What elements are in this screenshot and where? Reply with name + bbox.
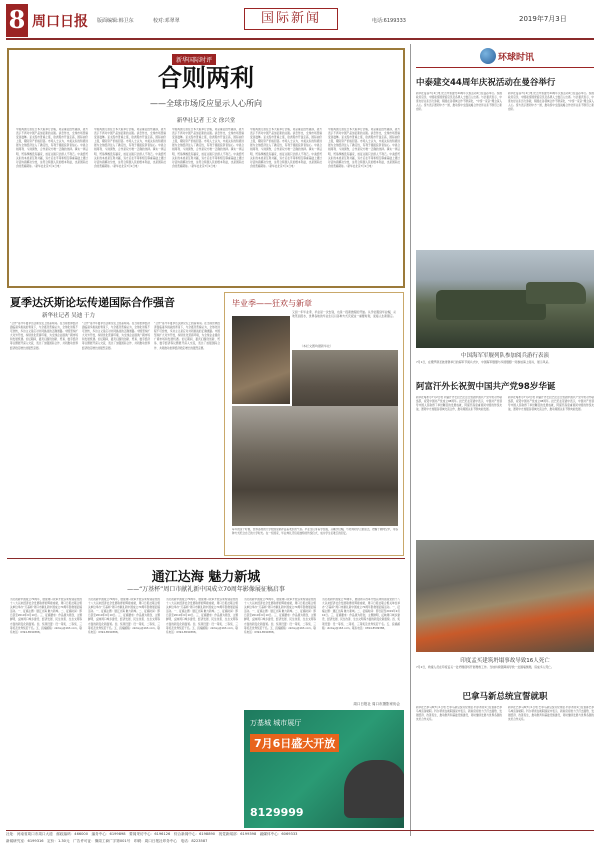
ad-title: 万基城 城市展厅 — [250, 719, 302, 727]
sidebar-s3-body-col2: 新华社巴拿马城7月1日电 巴拿马新总统劳伦蒂诺·科尔蒂索1日在首都巴拿马城宣誓就职。科尔蒂索在就职演说中表示，新政府将致力于打击腐败、发展经济、改善民生，推动教育和基础设施建设，同时继续发展与世界各国的友好合作关系。 — [508, 706, 594, 722]
tonghai-body-col5: 为庆祝新中国成立70周年，展现周口改革开放以来特别是党的十八大以来经济社会发展取得的辉煌成就，周口日报社联合相关单位举办“万基杯”周口市献礼新中国成立70周年影像展征稿活动。一、征稿主题：通江达海 魅力新城。二、征稿时间：即日起至2019年9月10日。三、征稿要求：作品须为原创，主题鲜明，反映周口城乡建设、经济发展、民生改善、生态文明等方面的新变化新面貌。四、奖项设置：设一等奖、二等奖、三等奖及优秀奖若干名。五、投稿邮箱：zkrbsy@163.com。联系电话：0394-8599388。 — [322, 598, 400, 630]
ad-elephant-graphic — [344, 760, 404, 818]
mumbai-collapse-photo — [416, 540, 594, 652]
vehicle-shape-2 — [526, 282, 586, 304]
lead-kicker: 新华国际时评 — [172, 54, 216, 65]
phone-line: 电话:6199333 — [372, 18, 406, 24]
davos-body-col2: “合作”是今年夏季达沃斯论坛上的高频词。在当前世界经济面临诸多挑战的背景下，与会嘉宾普遍认为，全球化进程不可逆转，多边主义是应对共同挑战的正确道路。中国坚持扩大对外开放，持续优化营商环境，为全球企业提供广阔市场和发展机遇。论坛期间，嘉宾们围绕创新、贸易、数字经济等议题展开深入交流，表达了加强国际合作、共同推动世界经济稳定增长的强烈意愿。 — [82, 322, 150, 350]
sidebar-s2-body-col1: 新华社喀布尔7月2日电 阿富汗外长拉巴尼近日致函中国共产党中央对外联络部，祝贺中国共产党成立98周年。拉巴尼在贺函中表示，中国共产党领导中国人民取得了举世瞩目的发展成就，阿富汗高度重视同中国的传统友谊，愿同中方加强各领域交流合作，推动两国关系不断向前发展。 — [416, 396, 502, 412]
lead-body-col4: 中美两国元首在日本大阪举行会晤，同意重启经贸磋商，美方表示不再对中国产品加征新的关税。消息传出，全球市场普遍受到鼓舞。亚太股市普遍上涨，欧洲股市开盘走高，国际油价上涨，避险资产价格回落。市场人士认为，中美关系的积极进展为全球经济注入了确定性，有利于提振投资者信心。中美合则两利、斗则俱伤，合作是双方唯一正确的选择。事实一再证明，贸易摩擦没有赢家，加征关税只会损人不利己。中美经贸关系的本质是互利共赢，双方应在平等和相互尊重基础上通过对话协商解决分歧，这符合两国人民的根本利益，也是国际社会的普遍期待。（新华社北京7月1日电） — [250, 128, 322, 168]
mumbai-photo-detail: 7月2日，救援人员在印度孟买一处坍塌现场开展搜救工作。当地持续强降雨导致一处围墙倒塌，造成多人死亡。 — [416, 665, 554, 669]
navy-photo-caption: 中国海军军舰列队参加阅兵游行表演 — [460, 353, 549, 359]
grad-body: 每年的这个时候，世界各地的大学校园里都洋溢着欢乐的气氛。毕业生们身着学位服，头戴学位帽，与老师同学合影留念，把帽子抛向空中，用各种方式纪念自己的大学时光。在一些国家，毕业典礼还包括独特的传统仪式，成为学生们难忘的回忆。 — [232, 528, 398, 536]
section-title: 国际新闻 — [260, 11, 321, 26]
footer-line-2: 新闻研究室：6199316 定价：1.30元 广告许可证：豫周工商广字第001号 印刷：周口日报社印务中心 电话：8223587 — [6, 839, 208, 843]
sidebar-s1-body-col2: 新华社曼谷7月2日电 纪念中泰建交44周年庆祝活动2日在曼谷举行。泰国政府官员、中国驻泰国使馆官员及各界人士数百人出席。与会嘉宾表示，中泰友好关系历久弥新，两国在各领域合作不断深化，“中泰一家亲”理念深入人心。泰方表示愿同中方一道，推动泰中全面战略合作伙伴关系不断迈上新台阶。 — [508, 92, 594, 112]
sidebar-s1-title: 中泰建交44周年庆祝活动在曼谷举行 — [416, 78, 556, 88]
tonghai-body-col4: 为庆祝新中国成立70周年，展现周口改革开放以来特别是党的十八大以来经济社会发展取得的辉煌成就，周口日报社联合相关单位举办“万基杯”周口市献礼新中国成立70周年影像展征稿活动。一、征稿主题：通江达海 魅力新城。二、征稿时间：即日起至2019年9月10日。三、征稿要求：作品须为原创，主题鲜明，反映周口城乡建设、经济发展、民生改善、生态文明等方面的新变化新面貌。四、奖项设置：设一等奖、二等奖、三等奖及优秀奖若干名。五、投稿邮箱：zkrbsy@163.com。联系电话：0394-8599388。 — [244, 598, 316, 634]
sidebar-header: 环球时讯 — [498, 53, 535, 63]
sidebar-s3-body-col1: 新华社巴拿马城7月1日电 巴拿马新总统劳伦蒂诺·科尔蒂索1日在首都巴拿马城宣誓就职。科尔蒂索在就职演说中表示，新政府将致力于打击腐败、发展经济、改善民生，推动教育和基础设施建设，同时继续发展与世界各国的友好合作关系。 — [416, 706, 502, 722]
navy-parade-photo — [416, 250, 594, 348]
ad-phone: 8129999 — [250, 806, 304, 819]
davos-body-col1: “合作”是今年夏季达沃斯论坛上的高频词。在当前世界经济面临诸多挑战的背景下，与会嘉宾普遍认为，全球化进程不可逆转，多边主义是应对共同挑战的正确道路。中国坚持扩大对外开放，持续优化营商环境，为全球企业提供广阔市场和发展机遇。论坛期间，嘉宾们围绕创新、贸易、数字经济等议题展开深入交流，表达了加强国际合作、共同推动世界经济稳定增长的强烈意愿。 — [10, 322, 78, 350]
sidebar-s3-title: 巴拿马新总统宣誓就职 — [462, 692, 548, 702]
grad-caption: 又到一年毕业季，毕业是一次告别，也是一段新旅程的开始。从学位服到毕业帽，从欢笑到泪水，世界各地的毕业生们以各种方式庆祝这一重要时刻，迎接人生新篇章。 — [292, 310, 396, 319]
sidebar-divider — [410, 44, 411, 836]
globe-icon — [480, 48, 496, 64]
ad-highlight: 7月6日盛大开放 — [250, 734, 339, 752]
davos-title: 夏季达沃斯论坛传递国际合作强音 — [10, 296, 175, 309]
tonghai-body-col3: 为庆祝新中国成立70周年，展现周口改革开放以来特别是党的十八大以来经济社会发展取得的辉煌成就，周口日报社联合相关单位举办“万基杯”周口市献礼新中国成立70周年影像展征稿活动。一、征稿主题：通江达海 魅力新城。二、征稿时间：即日起至2019年9月10日。三、征稿要求：作品须为原创，主题鲜明，反映周口城乡建设、经济发展、民生改善、生态文明等方面的新变化新面貌。四、奖项设置：设一等奖、二等奖、三等奖及优秀奖若干名。五、投稿邮箱：zkrbsy@163.com。联系电话：0394-8599388。 — [166, 598, 238, 634]
footer-rule — [6, 830, 594, 831]
tonghai-org: 周口日报社 周口市摄影家协会 — [353, 702, 400, 706]
grad-photo-main — [232, 316, 290, 404]
lead-body-col5: 中美两国元首在日本大阪举行会晤，同意重启经贸磋商，美方表示不再对中国产品加征新的关税。消息传出，全球市场普遍受到鼓舞。亚太股市普遍上涨，欧洲股市开盘走高，国际油价上涨，避险资产价格回落。市场人士认为，中美关系的积极进展为全球经济注入了确定性，有利于提振投资者信心。中美合则两利、斗则俱伤，合作是双方唯一正确的选择。事实一再证明，贸易摩擦没有赢家，加征关税只会损人不利己。中美经贸关系的本质是互利共赢，双方应在平等和相互尊重基础上通过对话协商解决分歧，这符合两国人民的根本利益，也是国际社会的普遍期待。（新华社北京7月1日电） — [328, 128, 400, 168]
lead-subtitle: ——全球市场反应显示人心所向 — [150, 99, 262, 108]
sidebar-s1-body-col1: 新华社曼谷7月2日电 纪念中泰建交44周年庆祝活动2日在曼谷举行。泰国政府官员、中国驻泰国使馆官员及各界人士数百人出席。与会嘉宾表示，中泰友好关系历久弥新，两国在各领域合作不断深化，“中泰一家亲”理念深入人心。泰方表示愿同中方一道，推动泰中全面战略合作伙伴关系不断迈上新台阶。 — [416, 92, 502, 112]
tonghai-body-col1: 为庆祝新中国成立70周年，展现周口改革开放以来特别是党的十八大以来经济社会发展取得的辉煌成就，周口日报社联合相关单位举办“万基杯”周口市献礼新中国成立70周年影像展征稿活动。一、征稿主题：通江达海 魅力新城。二、征稿时间：即日起至2019年9月10日。三、征稿要求：作品须为原创，主题鲜明，反映周口城乡建设、经济发展、民生改善、生态文明等方面的新变化新面貌。四、奖项设置：设一等奖、二等奖、三等奖及优秀奖若干名。五、投稿邮箱：zkrbsy@163.com。联系电话：0394-8599388。 — [10, 598, 82, 634]
sidebar-s2-body-col2: 新华社喀布尔7月2日电 阿富汗外长拉巴尼近日致函中国共产党中央对外联络部，祝贺中国共产党成立98周年。拉巴尼在贺函中表示，中国共产党领导中国人民取得了举世瞩目的发展成就，阿富汗高度重视同中国的传统友谊，愿同中方加强各领域交流合作，推动两国关系不断向前发展。 — [508, 396, 594, 412]
tonghai-title: 通江达海 魅力新城 — [151, 570, 261, 585]
editor-line: 版面编辑:韩卫东 — [97, 18, 134, 24]
lead-body-col2: 中美两国元首在日本大阪举行会晤，同意重启经贸磋商，美方表示不再对中国产品加征新的关税。消息传出，全球市场普遍受到鼓舞。亚太股市普遍上涨，欧洲股市开盘走高，国际油价上涨，避险资产价格回落。市场人士认为，中美关系的积极进展为全球经济注入了确定性，有利于提振投资者信心。中美合则两利、斗则俱伤，合作是双方唯一正确的选择。事实一再证明，贸易摩擦没有赢家，加征关税只会损人不利己。中美经贸关系的本质是互利共赢，双方应在平等和相互尊重基础上通过对话协商解决分歧，这符合两国人民的根本利益，也是国际社会的普遍期待。（新华社北京7月1日电） — [94, 128, 166, 168]
navy-photo-detail: 7月1日，在俄罗斯圣彼得堡举行的海军节阅兵式中，中国海军舰艇与多国舰艇一同参加海上阅兵，展示风采。 — [416, 360, 552, 364]
issue-date: 2019年7月3日 — [519, 15, 567, 23]
tonghai-ad — [244, 710, 404, 828]
grad-photo-bottom — [232, 406, 398, 526]
lead-body-col3: 中美两国元首在日本大阪举行会晤，同意重启经贸磋商，美方表示不再对中国产品加征新的关税。消息传出，全球市场普遍受到鼓舞。亚太股市普遍上涨，欧洲股市开盘走高，国际油价上涨，避险资产价格回落。市场人士认为，中美关系的积极进展为全球经济注入了确定性，有利于提振投资者信心。中美合则两利、斗则俱伤，合作是双方唯一正确的选择。事实一再证明，贸易摩擦没有赢家，加征关税只会损人不利己。中美经贸关系的本质是互利共赢，双方应在平等和相互尊重基础上通过对话协商解决分歧，这符合两国人民的根本利益，也是国际社会的普遍期待。（新华社北京7月1日电） — [172, 128, 244, 168]
sidebar-s2-title: 阿富汗外长祝贺中国共产党98岁华诞 — [416, 382, 556, 392]
tonghai-rule — [7, 558, 405, 559]
tonghai-body-col2: 为庆祝新中国成立70周年，展现周口改革开放以来特别是党的十八大以来经济社会发展取得的辉煌成就，周口日报社联合相关单位举办“万基杯”周口市献礼新中国成立70周年影像展征稿活动。一、征稿主题：通江达海 魅力新城。二、征稿时间：即日起至2019年9月10日。三、征稿要求：作品须为原创，主题鲜明，反映周口城乡建设、经济发展、民生改善、生态文明等方面的新变化新面貌。四、奖项设置：设一等奖、二等奖、三等奖及优秀奖若干名。五、投稿邮箱：zkrbsy@163.com。联系电话：0394-8599388。 — [88, 598, 160, 634]
mumbai-photo-caption: 印度孟买建筑坍塌事故导致16人死亡 — [460, 658, 550, 664]
footer-line-1: 社址：河南省周口市周口大道 邮政编码：466000 编务中心：6199898 要闻采访中心：6196126 综合新闻中心：6198890 视觉新闻部：6199398 融媒体中心：6069333 — [6, 832, 298, 836]
masthead-rule — [6, 38, 594, 40]
lead-title: 合则两利 — [158, 64, 254, 92]
lead-body-col1: 中美两国元首在日本大阪举行会晤，同意重启经贸磋商，美方表示不再对中国产品加征新的关税。消息传出，全球市场普遍受到鼓舞。亚太股市普遍上涨，欧洲股市开盘走高，国际油价上涨，避险资产价格回落。市场人士认为，中美关系的积极进展为全球经济注入了确定性，有利于提振投资者信心。中美合则两利、斗则俱伤，合作是双方唯一正确的选择。事实一再证明，贸易摩擦没有赢家，加征关税只会损人不利己。中美经贸关系的本质是互利共赢，双方应在平等和相互尊重基础上通过对话协商解决分歧，这符合两国人民的根本利益，也是国际社会的普遍期待。（新华社北京7月1日电） — [16, 128, 88, 168]
paper-name: 周口日报 — [32, 14, 88, 30]
lead-byline: 新华社记者 王文 徐兴堂 — [176, 118, 236, 124]
grad-header: 毕业季——狂欢与新章 — [232, 299, 312, 308]
grad-credit: （本栏文图均据新华社） — [300, 344, 334, 348]
proof-line: 校对:邓翠翠 — [153, 18, 180, 24]
page-number: 8 — [8, 5, 26, 34]
davos-byline: 新华社记者 吴迪 于力 — [42, 313, 95, 319]
tonghai-subtitle: ——“万基杯”周口市献礼新中国成立70周年影像展征稿启事 — [127, 586, 285, 593]
davos-body-col3: “合作”是今年夏季达沃斯论坛上的高频词。在当前世界经济面临诸多挑战的背景下，与会嘉宾普遍认为，全球化进程不可逆转，多边主义是应对共同挑战的正确道路。中国坚持扩大对外开放，持续优化营商环境，为全球企业提供广阔市场和发展机遇。论坛期间，嘉宾们围绕创新、贸易、数字经济等议题展开深入交流，表达了加强国际合作、共同推动世界经济稳定增长的强烈意愿。 — [154, 322, 220, 350]
